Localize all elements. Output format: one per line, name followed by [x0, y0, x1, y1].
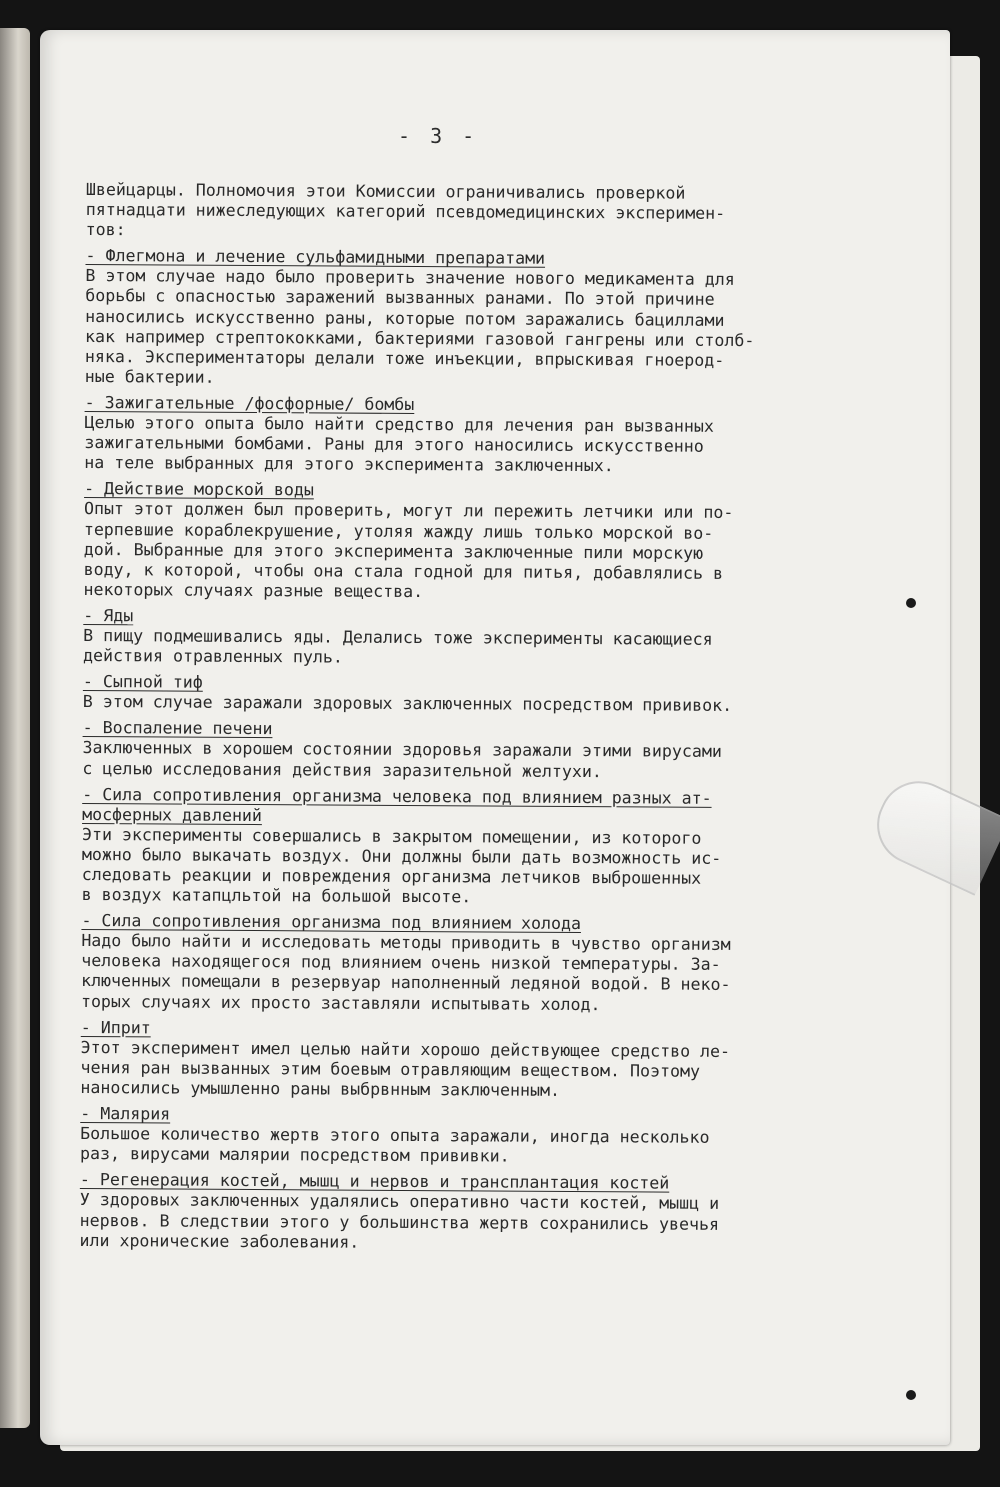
body-line: Этот эксперимент имел целью найти хорошо действующее средство ле-: [80, 1037, 731, 1061]
body-line: воду, к которой, чтобы она стала годной для питья, добавлялись в: [83, 559, 724, 583]
previous-page-edge: [0, 28, 30, 1428]
body-line: с целью исследования действия заразительной желтухи.: [82, 758, 602, 781]
section-title-mustard-gas: - Иприт: [80, 1017, 151, 1038]
body-line: Надо было найти и исследовать методы приводить в чувство организм: [81, 931, 731, 955]
body-line: человека находящегося под влиянием очень низкой температуры. За-: [81, 951, 721, 975]
body-line: следовать реакции и повреждения организма летчиков выброшенных: [81, 864, 702, 888]
body-line: действия отравленных пуль.: [83, 646, 343, 667]
section-title-bone-regeneration: - Регенерация костей, мышц и нервов и трансплантация костей: [79, 1170, 670, 1193]
body-line: на теле выбранных для этого эксперимента заключенных.: [84, 453, 614, 476]
section-title-pressure: - Сила сопротивления организма человека под влиянием разных ат-: [82, 784, 712, 808]
body-line: торых случаях их просто заставляли испытывать холод.: [80, 991, 601, 1014]
body-line: в воздух катапцльтой на большой высоте.: [81, 885, 472, 907]
body-line: зажигательными бомбами. Раны для этого наносились искусственно: [84, 433, 704, 456]
body-line: В этом случае заражали здоровых заключенных посредством прививок.: [82, 692, 733, 716]
body-line: терпевшие кораблекрушение, утоляя жажду лишь только морской во-: [83, 519, 714, 543]
body-line: чения ран вызванных этим боевым отравляющим веществом. Поэтому: [80, 1057, 701, 1081]
binding-hole: [906, 598, 916, 608]
section-title-poisons: - Яды: [83, 605, 134, 626]
document-body: [79, 180, 928, 1256]
body-line: В этом случае надо было проверить значение нового медикамента для: [85, 266, 735, 290]
body-line: В пищу подмешивались яды. Делались тоже эксперименты касающиеся: [83, 625, 713, 649]
body-line: можно было выкачать воздух. Они должны были дать возможность ис-: [81, 844, 722, 868]
binding-hole: [906, 1390, 916, 1400]
body-line: Целью этого опыта было найти средство для лечения ран вызванных: [84, 413, 714, 436]
body-line: Эти эксперименты совершались в закрытом помещении, из которого: [81, 824, 702, 848]
body-line: Большое количество жертв этого опыта заражали, иногда несколько: [80, 1124, 710, 1147]
body-line: наносились умышленно раны выбрвнным заключенным.: [80, 1077, 561, 1100]
section-title-incendiary-bombs: - Зажигательные /фосфорные/ бомбы: [84, 392, 415, 414]
body-line: У здоровых заключенных удалялись оперативно части костей, мышц и: [79, 1190, 720, 1214]
section-title-cold: - Сила сопротивления организма под влиянием холода: [81, 911, 582, 934]
intro-line: тов:: [85, 220, 126, 240]
body-line: няка. Экспериментаторы делали тоже инъекции, впрыскивая гноерод-: [84, 346, 725, 370]
intro-line: Швейцарцы. Полномочия этои Комиссии ограничивались проверкой: [85, 180, 686, 203]
body-line: ные бактерии.: [84, 366, 215, 387]
body-line: некоторых случаях разные вещества.: [83, 579, 424, 601]
body-line: дой. Выбранные для этого эксперимента заключенные пили морскую: [83, 539, 704, 563]
body-line: как например стрептококками, бактериями газовой гангрены или столб-: [84, 326, 755, 350]
body-line: ключенных помещали в резервуар наполненный ледяной водой. В неко-: [81, 971, 731, 995]
section-title-malaria: - Малярия: [80, 1104, 171, 1124]
intro-line: пятнадцати нижеследующих категорий псевдомедицинских эксперимен-: [85, 200, 726, 223]
section-title-typhus: - Сыпной тиф: [82, 672, 203, 692]
body-line: наносились искусственно раны, которые потом заражались бациллами: [85, 306, 725, 330]
body-line: или хронические заболевания.: [79, 1230, 360, 1252]
section-title-hepatitis: - Воспаление печени: [82, 718, 273, 739]
section-title-phlegmon: - Флегмона и лечение сульфамидными препаратами: [85, 246, 546, 269]
body-line: Опыт этот должен был проверить, могут ли пережить летчики или по-: [83, 499, 734, 523]
body-line: Заключенных в хорошем состоянии здоровья заражали этими вирусами: [82, 738, 722, 762]
body-line: нервов. В следствии этого у большинства жертв сохранились увечья: [79, 1210, 720, 1234]
body-line: раз, вирусами малярии посредством прививки.: [79, 1144, 510, 1166]
section-title-pressure-cont: мосферных давлений: [82, 804, 263, 825]
page-number: - 3 -: [398, 124, 479, 148]
section-title-sea-water: - Действие морской воды: [84, 479, 314, 500]
body-line: борьбы с опасностью заражений вызванных ранами. По этой причине: [85, 286, 715, 310]
